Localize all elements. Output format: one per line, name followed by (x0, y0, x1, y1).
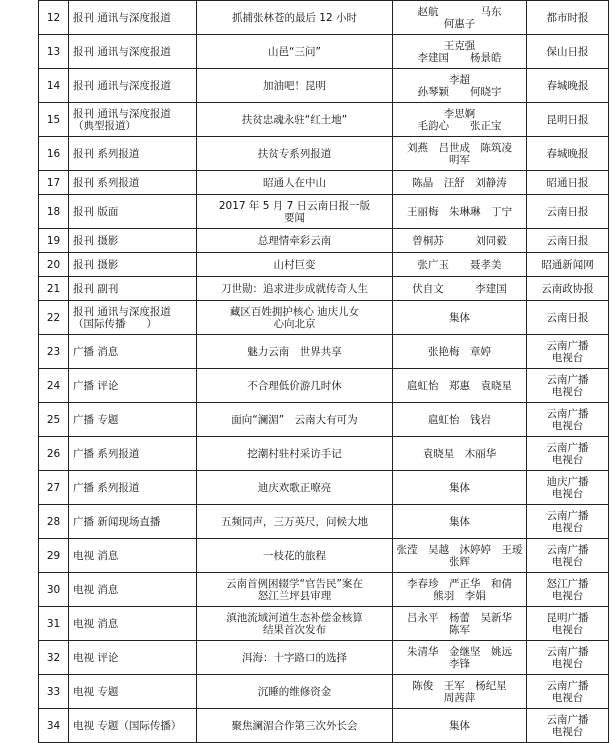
row-number: 23 (39, 335, 69, 369)
authors-cell (393, 641, 527, 675)
category-cell: 报刊 系列报道 (69, 137, 197, 171)
category-cell: 广播 新闻现场直播 (69, 505, 197, 539)
table-row (39, 573, 609, 607)
row-number: 13 (39, 35, 69, 69)
authors-cell-line: 集体 (449, 311, 470, 324)
category-cell: 电视 专题（国际传播） (69, 709, 197, 743)
authors-cell (393, 335, 527, 369)
title-cell (197, 103, 393, 137)
category-cell: 报刊 通讯与深度报道 （典型报道） (69, 103, 197, 137)
unit-cell-line: 春城晚报 (546, 147, 589, 160)
unit-cell-line: 电视台 (551, 385, 584, 398)
authors-cell-line: 扈虹怡 郑惠 袁晓星 (407, 379, 512, 392)
unit-cell-line: 电视台 (551, 657, 584, 670)
row-number: 15 (39, 103, 69, 137)
authors-cell-line: 熊羽 李娟 (433, 589, 486, 602)
unit-cell-line: 昭通日报 (546, 176, 589, 189)
table-row (39, 403, 609, 437)
authors-cell-line: 李春珍 严正华 和倩 (407, 577, 512, 590)
authors-cell-line: 集体 (449, 515, 470, 528)
category-cell: 报刊 通讯与深度报道 （国际传播 ） (69, 301, 197, 335)
unit-cell-line: 昭通新闻网 (541, 258, 594, 271)
category-cell: 电视 消息 (69, 539, 197, 573)
title-cell (197, 437, 393, 471)
table-row (39, 471, 609, 505)
title-cell-line: 滇池流域河道生态补偿金核算 (226, 611, 363, 624)
unit-cell-line: 电视台 (551, 623, 584, 636)
table-row (39, 641, 609, 675)
unit-cell-line: 电视台 (551, 453, 584, 466)
authors-cell (393, 505, 527, 539)
table-row (39, 437, 609, 471)
authors-cell (393, 69, 527, 103)
title-cell-line: 怒江兰坪县审理 (257, 589, 332, 602)
unit-cell (527, 709, 609, 743)
title-cell (197, 335, 393, 369)
category-cell: 广播 消息 (69, 335, 197, 369)
authors-cell-line: 李建国 杨景皓 (417, 51, 502, 64)
category-cell: 报刊 摄影 (69, 229, 197, 253)
category-cell: 报刊 通讯与深度报道 (69, 1, 197, 35)
authors-cell-line: 朱清华 金继坚 姚远 (407, 645, 512, 658)
category-cell: 广播 评论 (69, 369, 197, 403)
authors-cell-line: 陈俊 王军 杨纪星 (412, 679, 507, 692)
title-cell (197, 277, 393, 301)
title-cell-line: 云南首例困辍学“官告民”案在 (226, 577, 363, 590)
unit-cell-line: 云南广播 (546, 713, 589, 726)
unit-cell-line: 电视台 (551, 351, 584, 364)
row-number: 14 (39, 69, 69, 103)
unit-cell (527, 35, 609, 69)
row-number: 33 (39, 675, 69, 709)
title-cell-line: 刀世勋：追求进步成就传奇人生 (221, 282, 368, 295)
title-cell (197, 195, 393, 229)
table-row (39, 1, 609, 35)
unit-cell-line: 保山日报 (546, 45, 589, 58)
table-row (39, 137, 609, 171)
unit-cell-line: 云南广播 (546, 679, 589, 692)
title-cell-line: 抓捕张林苍的最后 12 小时 (231, 11, 358, 24)
unit-cell (527, 539, 609, 573)
authors-cell (393, 301, 527, 335)
title-cell (197, 171, 393, 195)
unit-cell-line: 云南日报 (546, 234, 589, 247)
authors-cell (393, 607, 527, 641)
row-number: 26 (39, 437, 69, 471)
authors-cell-line: 袁晓星 木丽华 (422, 447, 497, 460)
row-number: 27 (39, 471, 69, 505)
category-cell: 电视 评论 (69, 641, 197, 675)
unit-cell (527, 103, 609, 137)
category-cell: 报刊 通讯与深度报道 (69, 69, 197, 103)
title-cell-line: 不合理低价游几时休 (247, 379, 342, 392)
table-row (39, 301, 609, 335)
authors-cell-line: 吕永平 杨蕾 吴新华 (407, 611, 512, 624)
title-cell (197, 253, 393, 277)
row-number: 12 (39, 1, 69, 35)
unit-cell-line: 云南日报 (546, 205, 589, 218)
authors-cell-line: 明军 (449, 153, 470, 166)
title-cell-line: 2017 年 5 月 7 日云南日报一版 (218, 199, 371, 212)
row-number: 25 (39, 403, 69, 437)
title-cell (197, 471, 393, 505)
unit-cell-line: 昆明日报 (546, 113, 589, 126)
unit-cell-line: 云南日报 (546, 311, 589, 324)
title-cell-line: 五频同声，三万英尺，问候大地 (221, 515, 368, 528)
authors-cell (393, 277, 527, 301)
authors-cell-line: 王克强 (443, 39, 476, 52)
category-cell: 广播 系列报道 (69, 437, 197, 471)
title-cell (197, 607, 393, 641)
title-cell (197, 505, 393, 539)
table-row (39, 277, 609, 301)
unit-cell-line: 云南广播 (546, 645, 589, 658)
authors-cell-line: 刘燕 吕世成 陈筑凌 (407, 141, 512, 154)
authors-cell-line: 李思婀 (443, 107, 476, 120)
award-table-body (39, 1, 609, 743)
authors-cell (393, 137, 527, 171)
title-cell-line: 心向北京 (273, 317, 316, 330)
title-cell-line: 山邑“三问” (268, 45, 321, 58)
title-cell (197, 35, 393, 69)
title-cell-line: 结果首次发布 (263, 623, 326, 636)
table-row (39, 195, 609, 229)
title-cell (197, 675, 393, 709)
unit-cell-line: 电视台 (551, 691, 584, 704)
authors-cell (393, 1, 527, 35)
table-row (39, 229, 609, 253)
authors-cell (393, 369, 527, 403)
authors-cell (393, 253, 527, 277)
authors-cell-line: 伏自文 李建国 (412, 282, 507, 295)
unit-cell (527, 403, 609, 437)
unit-cell (527, 137, 609, 171)
row-number: 31 (39, 607, 69, 641)
unit-cell-line: 都市时报 (546, 11, 589, 24)
title-cell (197, 137, 393, 171)
title-cell (197, 301, 393, 335)
title-cell-line: 扶贫专系列报道 (257, 147, 332, 160)
row-number: 16 (39, 137, 69, 171)
title-cell-line: 加油吧！昆明 (263, 79, 326, 92)
table-row (39, 607, 609, 641)
unit-cell (527, 675, 609, 709)
row-number: 28 (39, 505, 69, 539)
table-row (39, 335, 609, 369)
authors-cell-line: 何惠子 (443, 17, 476, 30)
title-cell-line: 洱海：十字路口的选择 (242, 651, 347, 664)
authors-cell-line: 王丽梅 朱琳琳 丁宁 (407, 205, 512, 218)
table-row (39, 369, 609, 403)
unit-cell (527, 437, 609, 471)
title-cell-line: 藏区百姓拥护核心 迪庆儿女 (229, 305, 360, 318)
unit-cell-line: 怒江广播 (546, 577, 589, 590)
unit-cell (527, 171, 609, 195)
authors-cell (393, 171, 527, 195)
unit-cell (527, 607, 609, 641)
authors-cell (393, 195, 527, 229)
unit-cell (527, 195, 609, 229)
unit-cell (527, 1, 609, 35)
row-number: 34 (39, 709, 69, 743)
authors-cell (393, 35, 527, 69)
authors-cell-line: 张辉 (449, 555, 470, 568)
authors-cell-line: 曾桐苏 刘同毅 (412, 234, 507, 247)
authors-cell-line: 集体 (449, 481, 470, 494)
title-cell-line: 魅力云南 世界共享 (247, 345, 342, 358)
category-cell: 报刊 版面 (69, 195, 197, 229)
row-number: 29 (39, 539, 69, 573)
authors-cell (393, 675, 527, 709)
award-table (38, 0, 609, 743)
unit-cell (527, 505, 609, 539)
row-number: 17 (39, 171, 69, 195)
table-row (39, 69, 609, 103)
authors-cell-line: 扈虹怡 钱岩 (428, 413, 491, 426)
unit-cell-line: 云南广播 (546, 373, 589, 386)
row-number: 18 (39, 195, 69, 229)
title-cell-line: 扶贫忠魂永驻“红土地” (241, 113, 348, 126)
authors-cell-line: 孙琴颖 何晓宇 (417, 85, 502, 98)
unit-cell-line: 迪庆广播 (546, 475, 589, 488)
title-cell (197, 539, 393, 573)
title-cell (197, 641, 393, 675)
authors-cell-line: 张广玉 聂孝美 (417, 258, 502, 271)
table-row (39, 709, 609, 743)
unit-cell (527, 573, 609, 607)
unit-cell (527, 641, 609, 675)
authors-cell-line: 张艳梅 章婷 (428, 345, 491, 358)
unit-cell (527, 253, 609, 277)
unit-cell-line: 电视台 (551, 589, 584, 602)
authors-cell-line: 毛韵心 张正宝 (417, 119, 502, 132)
category-cell: 报刊 副刊 (69, 277, 197, 301)
authors-cell (393, 229, 527, 253)
unit-cell-line: 云南广播 (546, 509, 589, 522)
unit-cell-line: 昆明广播 (546, 611, 589, 624)
authors-cell-line: 赵航 马东 (417, 5, 502, 18)
row-number: 30 (39, 573, 69, 607)
authors-cell-line: 周茜萍 (443, 691, 476, 704)
table-row (39, 253, 609, 277)
category-cell: 报刊 系列报道 (69, 171, 197, 195)
title-cell (197, 573, 393, 607)
unit-cell-line: 春城晚报 (546, 79, 589, 92)
table-row (39, 103, 609, 137)
title-cell-line: 挖潮村驻村采访手记 (247, 447, 342, 460)
title-cell-line: 山村巨变 (273, 258, 316, 271)
category-cell: 电视 消息 (69, 573, 197, 607)
authors-cell (393, 437, 527, 471)
category-cell: 报刊 通讯与深度报道 (69, 35, 197, 69)
table-row (39, 539, 609, 573)
authors-cell-line: 李锋 (449, 657, 470, 670)
authors-cell (393, 103, 527, 137)
unit-cell (527, 69, 609, 103)
unit-cell-line: 电视台 (551, 487, 584, 500)
unit-cell-line: 云南广播 (546, 441, 589, 454)
unit-cell (527, 277, 609, 301)
table-row (39, 171, 609, 195)
category-cell: 广播 专题 (69, 403, 197, 437)
category-cell: 电视 消息 (69, 607, 197, 641)
row-number: 22 (39, 301, 69, 335)
title-cell-line: 总理情牵彩云南 (257, 234, 332, 247)
title-cell-line: 要闻 (284, 211, 305, 224)
authors-cell-line: 陈晶 汪舒 刘静涛 (412, 176, 507, 189)
category-cell: 电视 专题 (69, 675, 197, 709)
authors-cell-line: 李超 (449, 73, 470, 86)
title-cell-line: 昭通人在中山 (263, 176, 326, 189)
row-number: 19 (39, 229, 69, 253)
authors-cell (393, 471, 527, 505)
table-row (39, 675, 609, 709)
authors-cell-line: 集体 (449, 719, 470, 732)
row-number: 21 (39, 277, 69, 301)
authors-cell (393, 403, 527, 437)
authors-cell-line: 陈军 (449, 623, 470, 636)
title-cell (197, 709, 393, 743)
unit-cell-line: 电视台 (551, 725, 584, 738)
title-cell (197, 229, 393, 253)
unit-cell-line: 电视台 (551, 419, 584, 432)
unit-cell (527, 471, 609, 505)
category-cell: 广播 系列报道 (69, 471, 197, 505)
unit-cell-line: 云南广播 (546, 543, 589, 556)
row-number: 24 (39, 369, 69, 403)
authors-cell-line: 张滢 吴越 沐婷婷 王瑷 (396, 543, 523, 556)
authors-cell (393, 539, 527, 573)
unit-cell-line: 电视台 (551, 521, 584, 534)
title-cell-line: 面向“澜湄” 云南大有可为 (231, 413, 358, 426)
category-cell: 报刊 摄影 (69, 253, 197, 277)
title-cell-line: 沉睡的维修资金 (257, 685, 332, 698)
title-cell (197, 69, 393, 103)
unit-cell-line: 云南广播 (546, 339, 589, 352)
title-cell (197, 403, 393, 437)
unit-cell (527, 301, 609, 335)
unit-cell-line: 云南政协报 (541, 282, 594, 295)
table-row (39, 35, 609, 69)
unit-cell (527, 369, 609, 403)
row-number: 32 (39, 641, 69, 675)
authors-cell (393, 709, 527, 743)
authors-cell (393, 573, 527, 607)
table-row (39, 505, 609, 539)
unit-cell-line: 云南广播 (546, 407, 589, 420)
title-cell-line: 迪庆欢歌正嘹亮 (257, 481, 332, 494)
title-cell-line: 一枝花的旅程 (263, 549, 326, 562)
unit-cell (527, 335, 609, 369)
unit-cell (527, 229, 609, 253)
title-cell (197, 1, 393, 35)
unit-cell-line: 电视台 (551, 555, 584, 568)
row-number: 20 (39, 253, 69, 277)
title-cell-line: 聚焦澜湄合作第三次外长会 (231, 719, 358, 732)
title-cell (197, 369, 393, 403)
